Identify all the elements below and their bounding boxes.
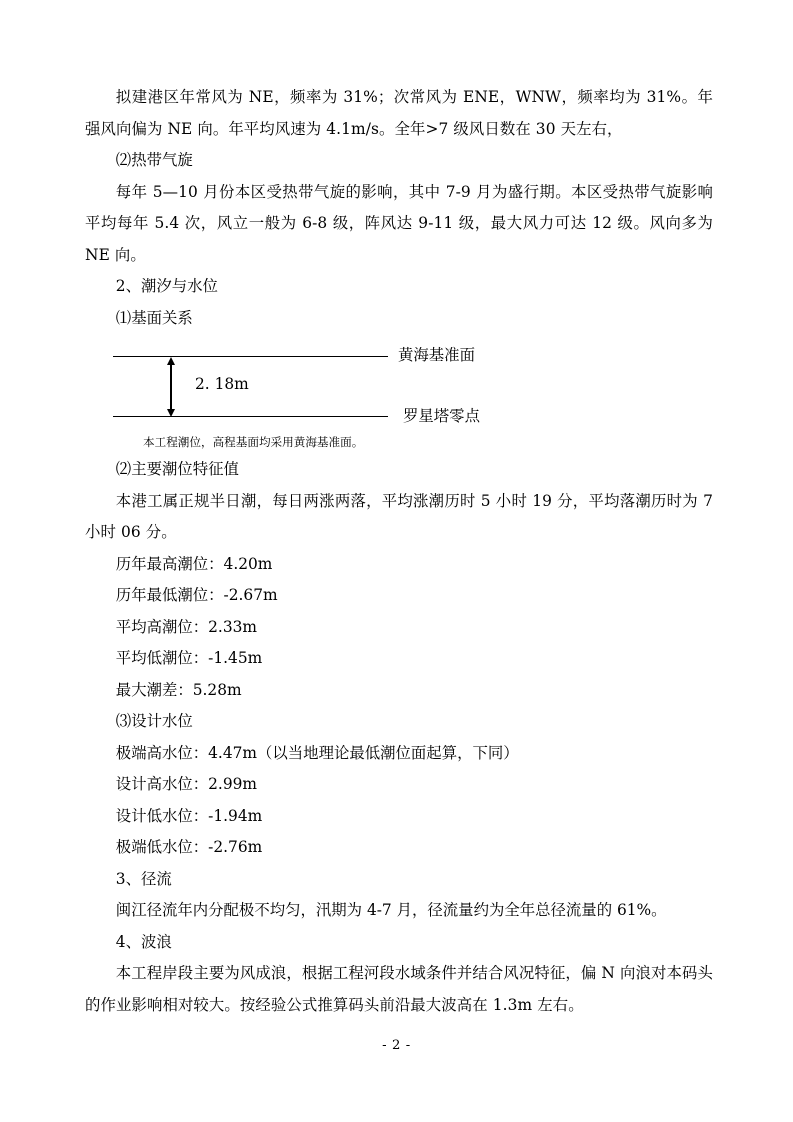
double-arrow-icon <box>170 357 172 417</box>
tide-value-item: 平均高潮位：2.33m <box>115 617 258 636</box>
design-water-item: 极端低水位：-2.76m <box>115 838 263 856</box>
heading-wave: 4、波浪 <box>115 932 172 951</box>
heading-design-water-level: ⑶设计水位 <box>115 712 193 730</box>
design-water-item: 极端高水位：4.47m（以当地理论最低潮位面起算，下同） <box>115 743 519 762</box>
heading-tropical-cyclone: ⑵热带气旋 <box>115 151 193 169</box>
arrow-shaft <box>170 363 172 411</box>
datum-note: 本工程潮位，高程基面均采用黄海基准面。 <box>143 435 364 449</box>
datum-line-luoxingta <box>113 416 388 417</box>
heading-tide-characteristic-values: ⑵主要潮位特征值 <box>115 460 239 478</box>
heading-runoff: 3、径流 <box>115 869 172 888</box>
design-water-item: 设计高水位：2.99m <box>115 775 258 793</box>
paragraph-wind: 拟建港区年常风为 NE，频率为 31%；次常风为 ENE，WNW，频率均为 31%。年强风向偏为 NE 向。年平均风速为 4.1m/s。全年>7 级风日数在 30 天左右， <box>85 88 713 138</box>
tide-value-item: 最大潮差：5.28m <box>115 680 242 699</box>
datum-elevation-difference: 2. 18m <box>195 375 249 393</box>
heading-datum-relationship: ⑴基面关系 <box>115 308 193 327</box>
page-content <box>85 82 713 1021</box>
paragraph-tide-characteristics: 本港工属正规半日潮，每日两涨两落，平均涨潮历时 5 小时 19 分，平均落潮历时为 7 小时 06 分。 <box>85 491 713 541</box>
tide-value-item: 平均低潮位：-1.45m <box>115 649 263 667</box>
design-water-item: 设计低水位：-1.94m <box>115 806 263 825</box>
paragraph-tropical-cyclone: 每年 5—10 月份本区受热带气旋的影响，其中 7-9 月为盛行期。本区受热带气旋影响平均每年 5.4 次，风立一般为 6-8 级，阵风达 9-11 级，最大风力可达 12 级。风向多为 NE 向。 <box>85 182 713 264</box>
datum-line-huanghai <box>113 356 388 357</box>
page-number: - 2 - <box>382 1038 411 1053</box>
datum-relationship-diagram <box>85 340 713 428</box>
paragraph-runoff: 闽江径流年内分配极不均匀，汛期为 4-7 月，径流量约为全年总径流量的 61%。 <box>115 901 667 919</box>
datum-label-luoxingta: 罗星塔零点 <box>403 407 480 425</box>
datum-label-huanghai: 黄海基准面 <box>398 346 475 364</box>
paragraph-wave: 本工程岸段主要为风成浪，根据工程河段水域条件并结合风况特征，偏 N 向浪对本码头的作业影响相对较大。按经验公式推算码头前沿最大波高在 1.3m 左右。 <box>85 964 713 1014</box>
heading-tide-and-water-level: 2、潮汐与水位 <box>115 277 218 295</box>
tide-value-item: 历年最高潮位：4.20m <box>115 554 273 573</box>
tide-value-item: 历年最低潮位：-2.67m <box>115 586 278 604</box>
